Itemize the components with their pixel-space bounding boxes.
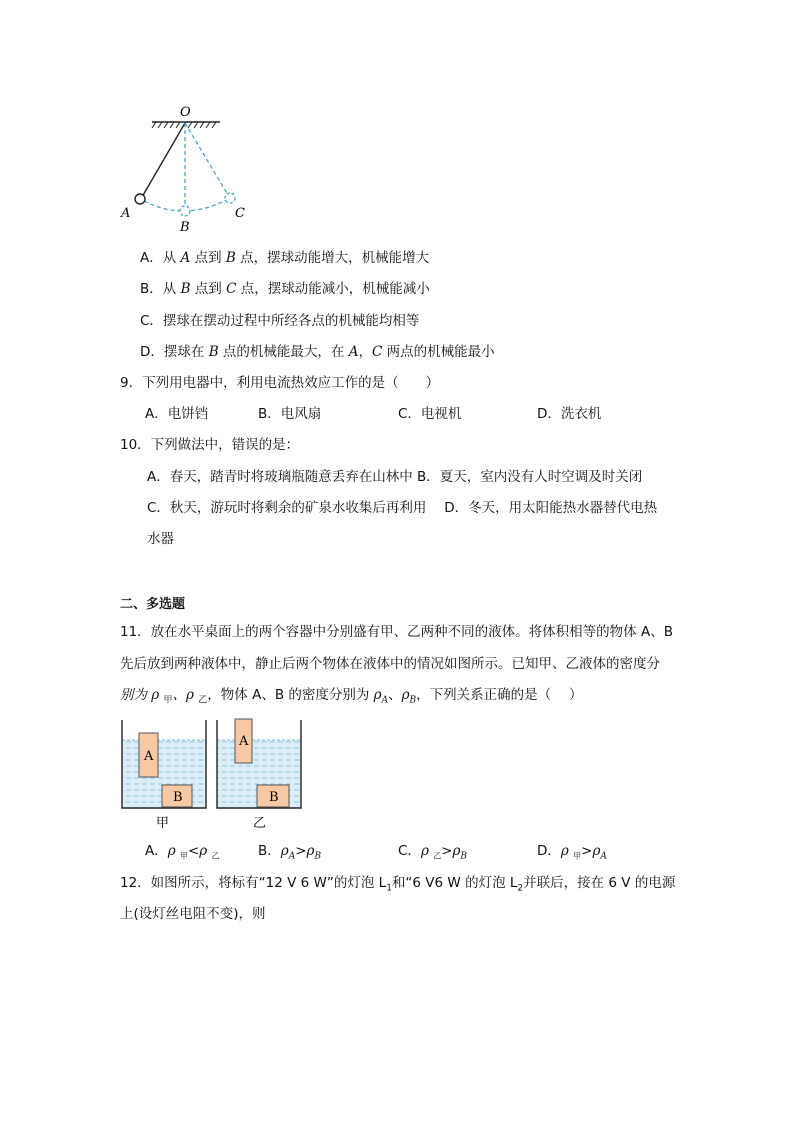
container-label-right: 乙 xyxy=(253,816,267,831)
q9-stem: 9．下列用电器中，利用电流热效应工作的是（ ） xyxy=(120,375,440,391)
q11-option-d: D．ρ $_甲>\rho_A$ xyxy=(537,843,607,862)
containers-figure xyxy=(118,715,308,833)
q9-option-a: A．电饼铛 xyxy=(145,406,209,422)
q12-line-1: 12．如图所示，将标有“12 V 6 W”的灯泡 $L_1$和“6 V6 W 的灯泡 $L_2$并联后，接在 6 V 的电源 xyxy=(120,875,676,894)
block-b-right-label: B xyxy=(269,790,279,805)
q8-option-b: B．从 B 点到 C 点，摆球动能减小，机械能减小 xyxy=(140,281,430,297)
block-b-left-label: B xyxy=(173,790,183,805)
block-a-left-label: A xyxy=(144,749,154,764)
section-title-multiple-choice: 二、多选题 xyxy=(120,597,186,612)
pendulum-label-c: C xyxy=(235,206,245,221)
q8-option-a: A．从 A 点到 B 点，摆球动能增大，机械能增大 xyxy=(140,250,430,266)
q10-line-3: 水器 xyxy=(147,531,174,547)
q11-option-a: A．ρ $_甲$<ρ $_乙$ xyxy=(145,843,220,861)
q9-option-d: D．洗衣机 xyxy=(537,406,602,422)
q11-line-1: 11．放在水平桌面上的两个容器中分别盛有甲、乙两种不同的液体。将体积相等的物体 A、B xyxy=(120,624,673,640)
q12-line-2: 上(设灯丝电阻不变)，则 xyxy=(120,906,266,922)
q10-line-1: A．春天，踏青时将玻璃瓶随意丢弃在山林中 B．夏天，室内没有人时空调及时关闭 xyxy=(147,469,643,485)
q11-line-2: 先后放到两种液体中，静止后两个物体在液体中的情况如图所示。已知甲、乙液体的密度分 xyxy=(120,656,660,672)
container-label-left: 甲 xyxy=(156,816,170,831)
q11-option-c: C．ρ $_乙>\rho_B$ xyxy=(398,843,468,862)
q9-option-b: B．电风扇 xyxy=(258,406,322,422)
pendulum-label-o: O xyxy=(180,105,191,120)
q10-line-2: C．秋天，游玩时将剩余的矿泉水收集后再利用 D．冬天，用太阳能热水器替代电热 xyxy=(147,500,658,516)
q10-stem: 10．下列做法中，错误的是： xyxy=(120,437,300,453)
pendulum-label-b: B xyxy=(180,220,190,235)
pendulum-label-a: A xyxy=(121,206,131,221)
q8-option-d: D．摆球在 B 点的机械能最大，在 A，C 两点的机械能最小 xyxy=(140,344,495,360)
pendulum-figure xyxy=(110,100,260,235)
q9-option-c: C．电视机 xyxy=(398,406,462,422)
q11-option-b: B．$\rho_A>\rho_B$ xyxy=(258,843,322,862)
q8-option-c: C．摆球在摆动过程中所经各点的机械能均相等 xyxy=(140,313,420,329)
block-a-right-label: A xyxy=(239,734,249,749)
q11-line-3: 别为 ρ $_甲$、ρ $_乙$，物体 A、B 的密度分别为 $\rho_A$、$\rho_B$，下列关系正确的是（ ） xyxy=(120,687,583,706)
